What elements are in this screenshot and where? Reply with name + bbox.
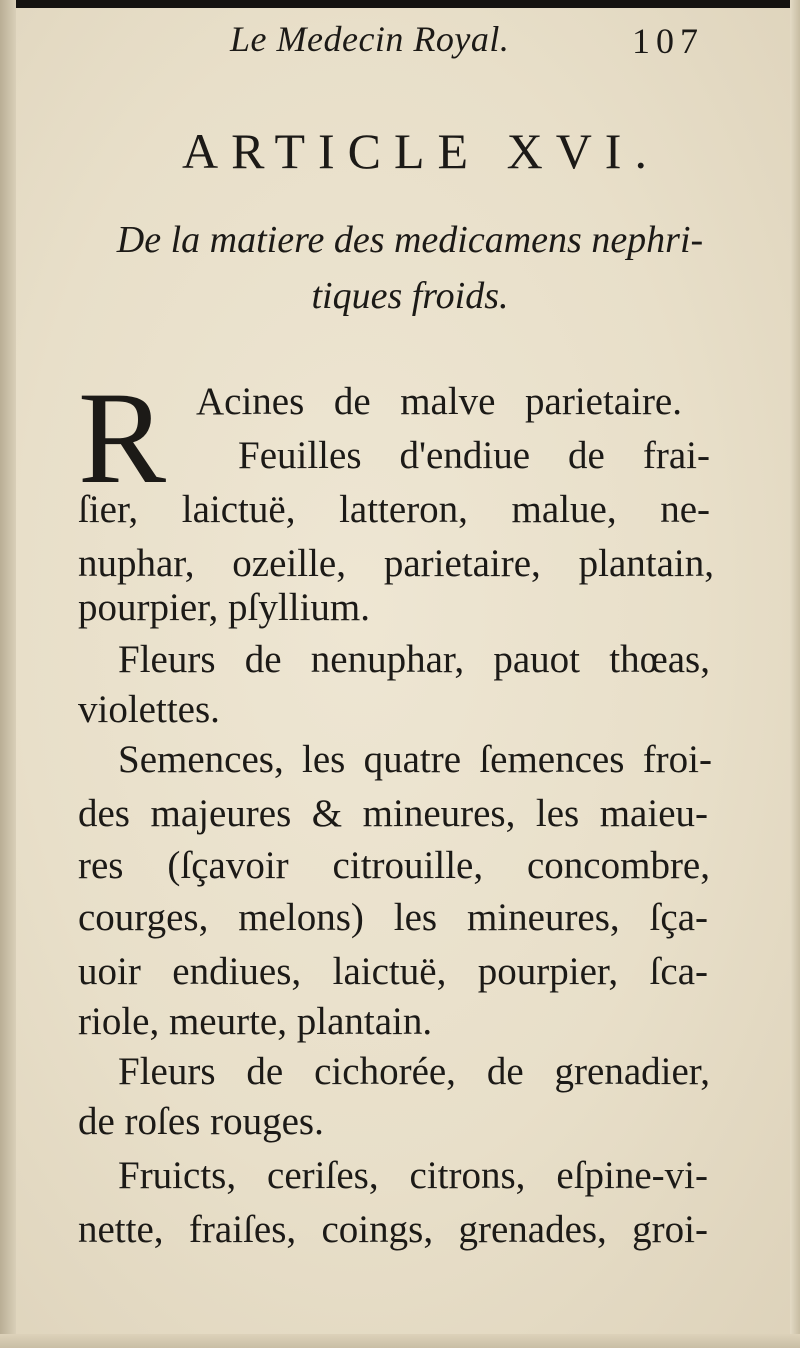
body-line: nuphar, ozeille, parietaire, plantain, [78,542,714,585]
body-line: nette, fraiſes, coings, grenades, groi- [78,1208,708,1251]
body-line: ſier, laictuë, latteron, malue, ne- [78,488,710,531]
body-line: des majeures & mineures, les maieu- [78,792,708,835]
body-line: Acines de malve parietaire. [196,380,682,423]
drop-cap: R [78,364,167,511]
page-right-edge [790,0,800,1348]
page-gutter [0,0,16,1348]
body-line: Fleurs de nenuphar, pauot thœas, [118,638,710,681]
body-line: Fruicts, ceriſes, citrons, eſpine-vi- [118,1154,708,1197]
article-subtitle-line: tiques froids. [311,275,509,317]
body-line: violettes. [78,688,220,731]
running-title: Le Medecin Royal. [230,19,510,59]
body-line: Fleurs de cichorée, de grenadier, [118,1050,710,1093]
page-bottom-edge [0,1334,800,1348]
article-heading: ARTICLE XVI. [182,123,660,179]
page-number: 107 [632,21,704,61]
body-line: uoir endiues, laictuë, pourpier, ſca- [78,950,708,993]
body-line: riole, meurte, plantain. [78,1000,433,1043]
article-subtitle-line: De la matiere des medicamens nephri- [116,219,704,261]
scan-top-border [0,0,800,8]
body-line: Feuilles d'endiue de frai- [238,434,710,477]
body-line: de roſes rouges. [78,1100,324,1143]
body-line: pourpier, pſyllium. [78,586,370,629]
body-line: courges, melons) les mineures, ſça- [78,896,708,939]
body-line: Semences, les quatre ſemences froi- [118,738,712,781]
body-line: res (ſçavoir citrouille, concombre, [78,844,710,887]
